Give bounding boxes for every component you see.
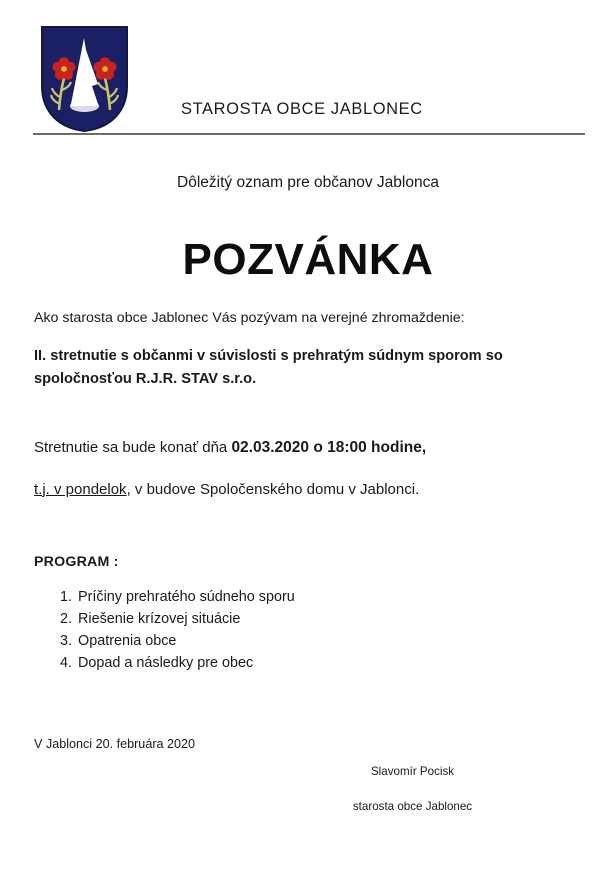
invitation-subject: II. stretnutie s občanmi v súvislosti s prehratým súdnym sporom so spoločnosťou R.J.R. STAV s.r.o. (34, 348, 503, 387)
signer-name: Slavomír Pocisk (370, 765, 455, 778)
document-header (33, 22, 585, 134)
list-item (34, 586, 464, 608)
coat-of-arms-icon (38, 24, 131, 134)
program-item-label: Opatrenia obce (78, 633, 177, 650)
office-title: STAROSTA OBCE JABLONEC (181, 100, 423, 118)
meeting-datetime-line (34, 436, 574, 460)
program-item-number: 4. (59, 655, 72, 672)
program-list (34, 586, 464, 674)
place-and-date: V Jablonci 20. februára 2020 (34, 737, 196, 751)
meeting-location-line (34, 479, 574, 502)
invitation-body (34, 308, 554, 391)
list-item (34, 608, 464, 630)
notice-subtitle: Dôležitý oznam pre občanov Jablonca (177, 174, 439, 191)
invitation-lead: Ako starosta obce Jablonec Vás pozývam na verejné zhromaždenie: (34, 310, 465, 326)
program-item-label: Dopad a následky pre obec (78, 655, 254, 672)
header-divider (33, 133, 585, 135)
program-item-number: 1. (59, 589, 72, 605)
page-title: POZVÁNKA (182, 235, 434, 284)
signer-role: starosta obce Jablonec (352, 800, 473, 813)
meeting-datetime-value: 02.03.2020 o 18:00 hodine, (231, 439, 427, 456)
list-item (34, 652, 464, 674)
program-heading: PROGRAM : (34, 554, 119, 570)
meeting-details (34, 436, 574, 501)
meeting-datetime-prefix: Stretnutie sa bude konať dňa (34, 439, 232, 456)
list-item (34, 630, 464, 652)
meeting-venue: , v budove Spoločenského domu v Jablonci. (126, 480, 420, 498)
program-item-label: Príčiny prehratého súdneho sporu (78, 589, 295, 605)
signature-block (290, 765, 535, 813)
meeting-weekday: t.j. v pondelok (34, 480, 127, 498)
program-item-number: 3. (59, 633, 72, 650)
program-item-label: Riešenie krízovej situácie (78, 611, 241, 628)
program-item-number: 2. (59, 611, 72, 628)
